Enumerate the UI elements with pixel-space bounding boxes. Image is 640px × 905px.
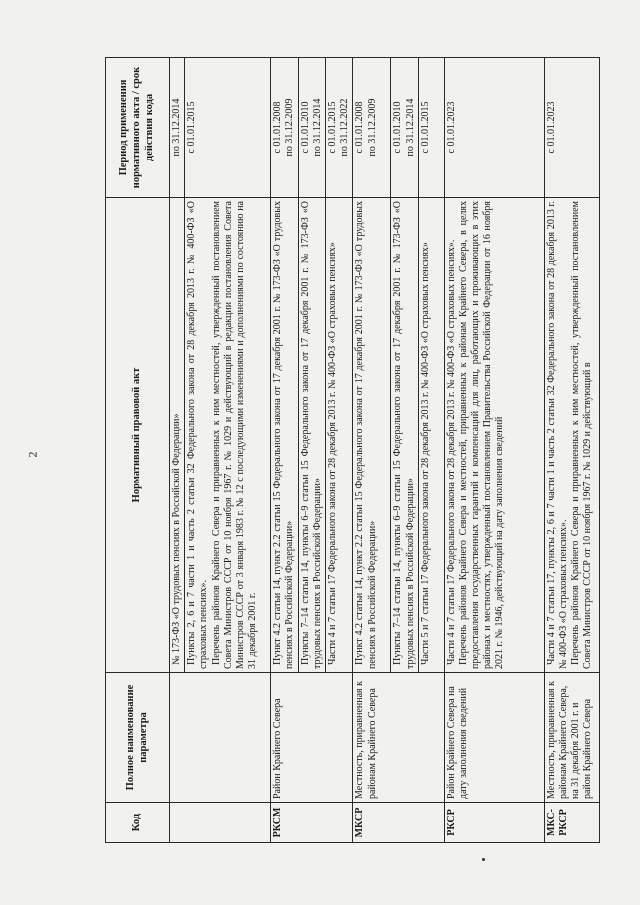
- act-text: Перечень районов Крайнего Севера и местностей, приравненных к районам Крайнего Севера, в целях предоставления государственных гарантий и компенсаций для лиц, работающих и проживающих в этих районах и местностях, утвержденный постановлением Правительства Российской Федерации от 16 ноября 2021 г. № 1946, действующий на дату заполнения сведений: [457, 201, 506, 669]
- act-cell: [353, 198, 391, 673]
- act-text: Пункты 7–14 статьи 14, пункты 6–9 статьи 15 Федерального закона от 17 декабря 2001 г. № 173-ФЗ «О трудовых пенсиях в Российской Федерации»: [392, 201, 416, 669]
- param-cell: [170, 673, 271, 803]
- period-cell: с 01.01.2015: [185, 58, 271, 198]
- act-cell: [444, 198, 544, 673]
- param-cell: Район Крайнего Севера на дату заполнения сведений: [444, 673, 544, 803]
- act-cell: [271, 198, 298, 673]
- page-number: 2: [25, 451, 40, 458]
- table-row: [170, 58, 185, 843]
- act-cell: [298, 198, 325, 673]
- period-cell: с 01.01.2015: [418, 58, 444, 198]
- norms-table: [105, 57, 600, 843]
- period-cell: с 01.01.2010 по 31.12.2014: [298, 58, 325, 198]
- period-cell: с 01.01.2015 по 31.12.2022: [325, 58, 352, 198]
- period-cell: с 01.01.2023: [544, 58, 599, 198]
- code-cell: МКСР: [353, 803, 444, 843]
- act-text: Части 4 и 7 статьи 17 Федерального закона от 28 декабря 2013 г. № 400-ФЗ «О страховых пенсиях»: [326, 242, 338, 665]
- header-act: Нормативный правовой акт: [106, 198, 170, 673]
- period-cell: по 31.12.2014: [170, 58, 185, 198]
- table-header-row: [106, 58, 170, 843]
- param-cell: Район Крайнего Севера: [271, 673, 353, 803]
- act-text: Части 5 и 7 статьи 17 Федерального закона от 28 декабря 2013 г. № 400-ФЗ «О страховых пенсиях»: [419, 242, 431, 665]
- code-cell: [170, 803, 271, 843]
- act-cell: [544, 198, 599, 673]
- act-cell: [185, 198, 271, 673]
- code-cell: РКСМ: [271, 803, 353, 843]
- code-cell: РКСР: [444, 803, 544, 843]
- act-text: № 173-ФЗ «О трудовых пенсиях в Российской Федерации»: [171, 413, 182, 665]
- period-cell: с 01.01.2008 по 31.12.2009: [271, 58, 298, 198]
- header-period: Период применения нормативного акта / срок действия кода: [106, 58, 170, 198]
- act-text: Части 4 и 7 статьи 17, пункты 2, 6 и 7 части 1 и часть 2 статьи 32 Федерального закона от 28 декабря 2013 г. № 400-ФЗ «О страховых пенсиях».: [545, 201, 569, 669]
- table-row: [353, 58, 391, 843]
- header-param-name: Полное наименование параметра: [106, 673, 170, 803]
- table-row: [444, 58, 544, 843]
- act-cell: [170, 198, 185, 673]
- period-cell: с 01.01.2023: [444, 58, 544, 198]
- act-text: Пункт 4.2 статьи 14, пункт 2.2 статьи 15 Федерального закона от 17 декабря 2001 г. № 173-ФЗ «О трудовых пенсиях в Российской Федерации»: [354, 201, 378, 669]
- code-cell: МКС-РКСР: [544, 803, 599, 843]
- act-text: Пункт 4.2 статьи 14, пункт 2.2 статьи 15 Федерального закона от 17 декабря 2001 г. № 173-ФЗ «О трудовых пенсиях в Российской Федерации»: [272, 201, 296, 669]
- period-cell: с 01.01.2008 по 31.12.2009: [353, 58, 391, 198]
- header-code: Код: [106, 803, 170, 843]
- period-cell: с 01.01.2010 по 31.12.2014: [391, 58, 418, 198]
- act-text: Пункты 7–14 статьи 14, пункты 6–9 статьи 15 Федерального закона от 17 декабря 2001 г. № 173-ФЗ «О трудовых пенсиях в Российской Федерации»: [299, 201, 323, 669]
- act-cell: [391, 198, 418, 673]
- act-cell: [418, 198, 444, 673]
- act-text: Перечень районов Крайнего Севера и приравненных к ним местностей, утвержденный постановлением Совета Министров СССР от 10 ноября 1967 г. № 1029 и действующий в редакции постановления Совета Министров СССР от 3 января 1983 г. № 12 с последующими изменениями и дополнениями по состоянию на 31 декабря 2001 г.: [210, 201, 259, 669]
- act-text: Пункты 2, 6 и 7 части 1 и часть 2 статьи 32 Федерального закона от 28 декабря 2013 г. № 400-ФЗ «О страховых пенсиях».: [186, 201, 210, 669]
- act-text: Перечень районов Крайнего Севера и приравненных к ним местностей, утвержденный постановлением Совета Министров СССР от 10 ноября 1967 г. № 1029 и действующий в: [570, 201, 594, 669]
- param-cell: Местность, приравненная к районам Крайнего Севера, на 31 декабря 2001 г. и район Крайнего Севера: [544, 673, 599, 803]
- rotated-table-wrapper: [105, 58, 600, 843]
- table-row: [271, 58, 298, 843]
- param-cell: Местность, приравненная к районам Крайнего Севера: [353, 673, 444, 803]
- act-cell: [325, 198, 352, 673]
- scan-speck: [482, 858, 485, 861]
- act-text: Части 4 и 7 статьи 17 Федерального закона от 28 декабря 2013 г. № 400-ФЗ «О страховых пенсиях».: [445, 239, 457, 665]
- table-row: [544, 58, 599, 843]
